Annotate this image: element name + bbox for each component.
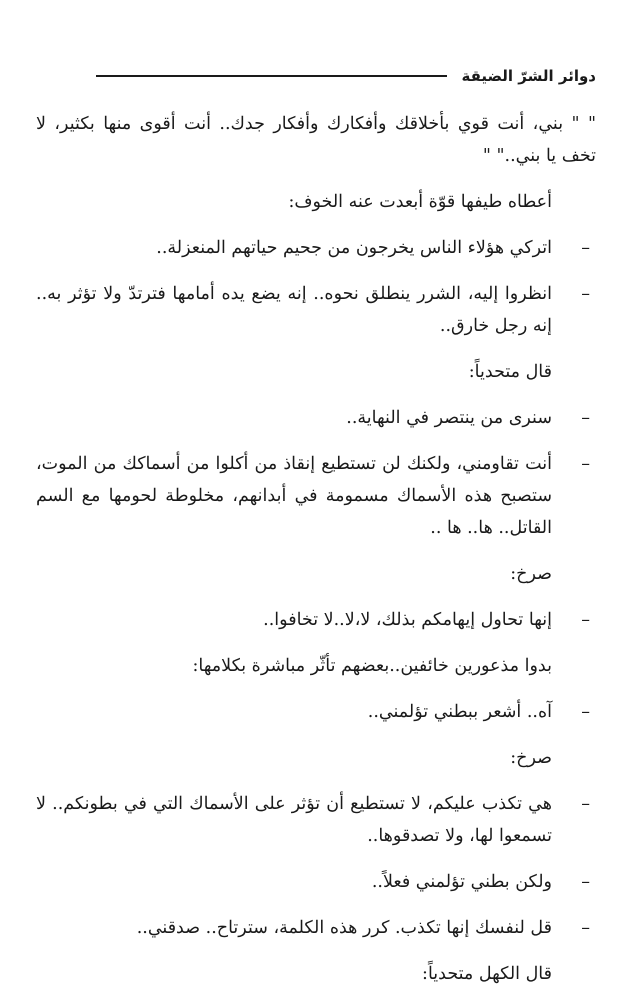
dialogue-line: – سنرى من ينتصر في النهاية.. [36, 402, 596, 434]
dialogue-dash: – [581, 872, 590, 892]
header-rule [96, 75, 447, 77]
dialogue-dash: – [581, 794, 590, 814]
dialogue-dash: – [581, 702, 590, 722]
dialogue-dash: – [581, 918, 590, 938]
running-header-title: دوائر الشرّ الضيقة [461, 67, 596, 85]
dialogue-line: – انظروا إليه، الشرر ينطلق نحوه.. إنه يضع يده أمامها فترتدّ ولا تؤثر به.. إنه رجل خارق.. [36, 278, 596, 342]
dialogue-line: – أنت تقاومني، ولكنك لن تستطيع إنقاذ من أكلوا من أسماكك من الموت، ستصبح هذه الأسماك مسمومة في أبدانهم، مخلوطة لحومها مع السم القاتل.. ها.. ها .. [36, 448, 596, 544]
running-header [96, 64, 596, 88]
dialogue-line: – ولكن بطني تؤلمني فعلاً.. [36, 866, 596, 898]
dialogue-dash: – [581, 238, 590, 258]
paragraph-narration: قال الكهل متحدياً: [422, 964, 552, 984]
page-body [36, 108, 596, 1004]
dialogue-dash: – [581, 454, 590, 474]
dialogue-dash: – [581, 284, 590, 304]
dialogue-line: – آه.. أشعر ببطني تؤلمني.. [36, 696, 596, 728]
paragraph-quote: " " بني، أنت قوي بأخلاقك وأفكارك وأفكار جدك.. أنت أقوى منها بكثير، لا تخف يا بني.." " [36, 114, 596, 166]
dialogue-dash: – [581, 408, 590, 428]
dialogue-line: – قل لنفسك إنها تكذب. كرر هذه الكلمة، سترتاح.. صدقني.. [36, 912, 596, 944]
paragraph-narration: قال متحدياً: [468, 362, 552, 382]
dialogue-dash: – [581, 610, 590, 630]
dialogue-line: – إنها تحاول إيهامكم بذلك، لا،لا..لا تخافوا.. [36, 604, 596, 636]
dialogue-line: – اتركي هؤلاء الناس يخرجون من جحيم حياتهم المنعزلة.. [36, 232, 596, 264]
paragraph-narration: أعطاه طيفها قوّة أبعدت عنه الخوف: [288, 192, 552, 212]
dialogue-line: – هي تكذب عليكم، لا تستطيع أن تؤثر على الأسماك التي في بطونكم.. لا تسمعوا لها، ولا تصدقوها.. [36, 788, 596, 852]
paragraph-narration: بدوا مذعورين خائفين..بعضهم تأثّر مباشرة بكلامها: [192, 656, 552, 676]
paragraph-narration: صرخ: [510, 564, 552, 584]
paragraph-narration: صرخ: [510, 748, 552, 768]
